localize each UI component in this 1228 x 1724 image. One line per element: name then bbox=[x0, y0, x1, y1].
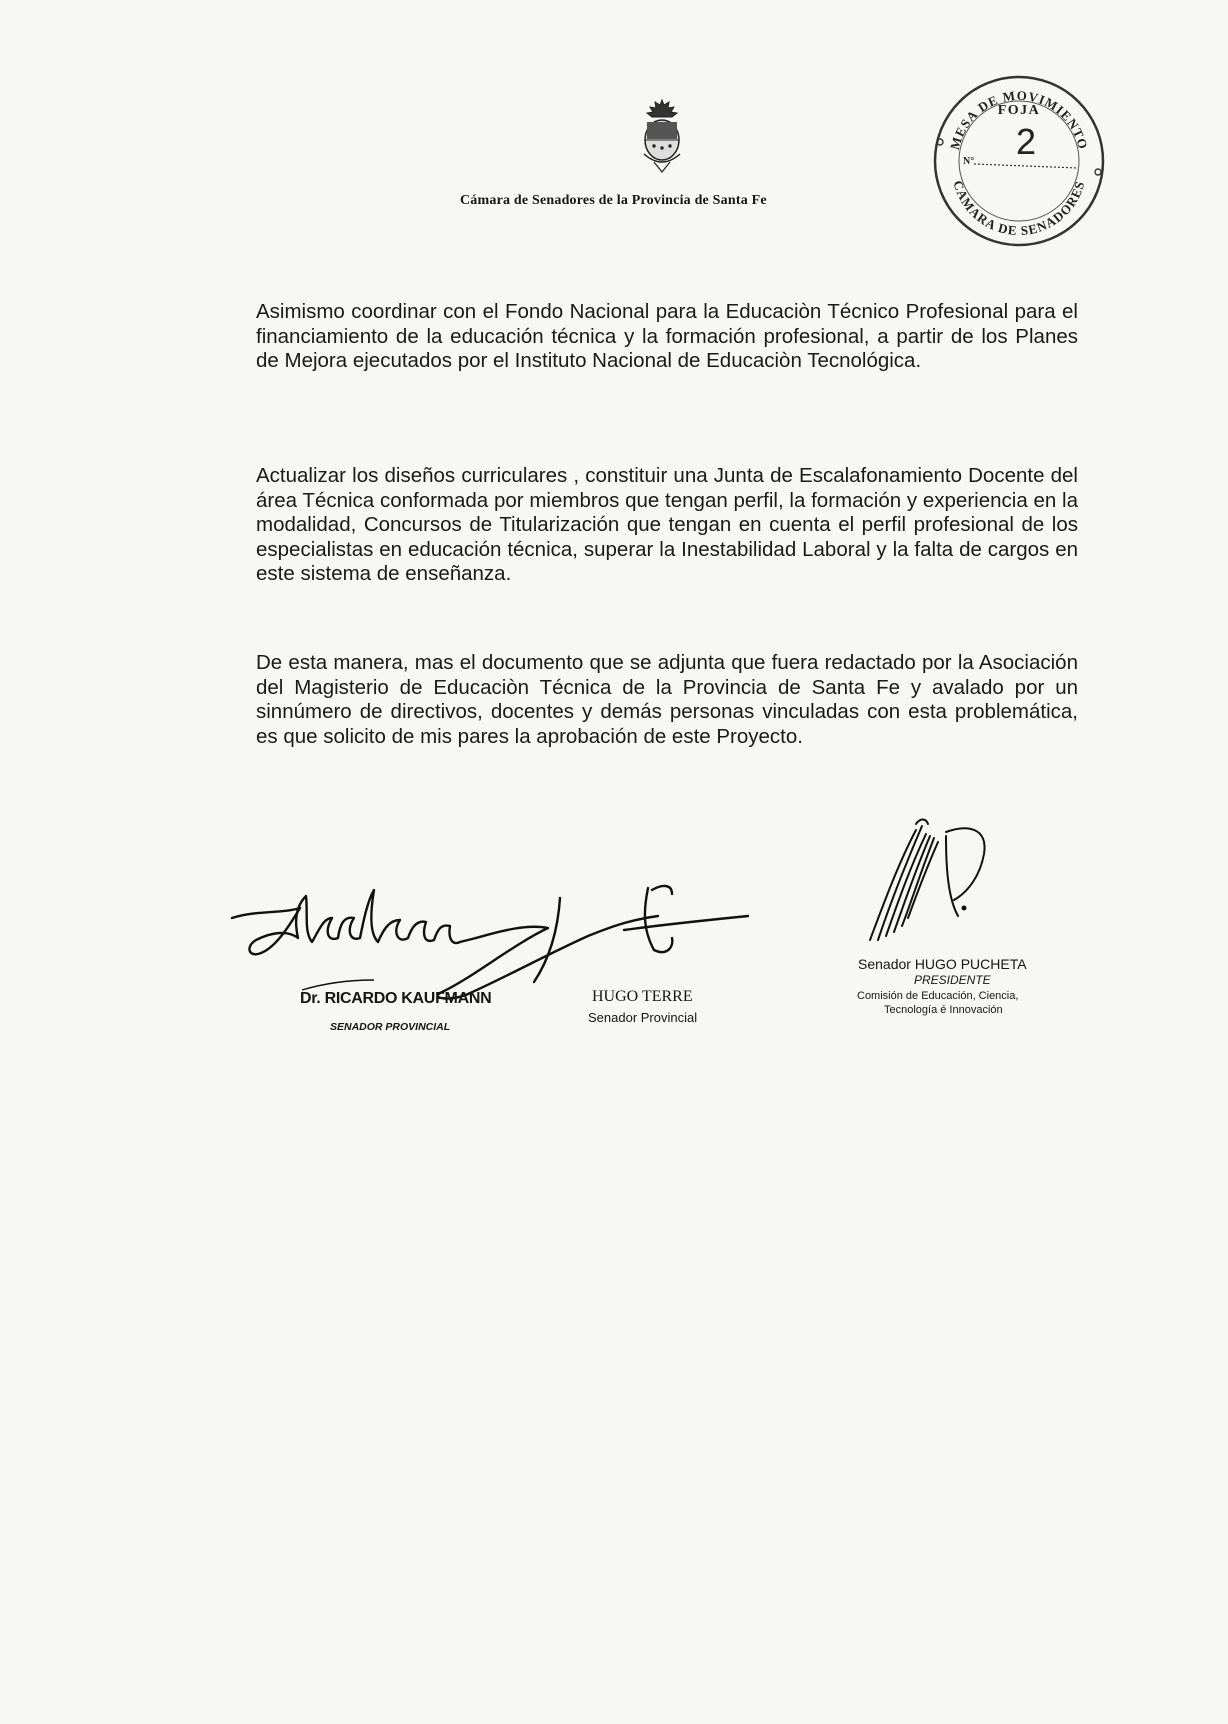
stamp-page-number: 2 bbox=[1015, 121, 1037, 162]
chamber-name: Cámara de Senadores de la Provincia de Santa Fe bbox=[460, 193, 767, 208]
signature-pucheta bbox=[858, 808, 1028, 948]
coat-of-arms-emblem bbox=[636, 96, 688, 176]
signature-kaufmann-terre bbox=[228, 858, 768, 1008]
stamp bbox=[930, 72, 1108, 250]
signer-pucheta-commission-line2: Tecnología é Innovación bbox=[884, 1004, 1003, 1016]
signer-pucheta-title: PRESIDENTE bbox=[914, 973, 991, 987]
paragraph-approval-request: De esta manera, mas el documento que se adjunta que fuera redactado por la Asociación del Magisterio de Educaciòn Técnica de la Provincia de Santa Fe y avalado por un sinnúmero de directivos, docentes y demás personas vinculadas con esta problemática, es que solicito de mis pares la aprobación de este Proyecto. bbox=[256, 651, 1078, 748]
stamp-number-label: N° bbox=[963, 156, 975, 167]
stamp-ring-top: MESA DE MOVIMIENTO bbox=[947, 87, 1091, 152]
paragraph-coordination: Asimismo coordinar con el Fondo Nacional para la Educaciòn Técnico Profesional para el financiamiento de la educación técnica y la formación profesional, a partir de los Planes de Mejora ejecutados por el Instituto Nacional de Educaciòn Tecnológica. bbox=[256, 300, 1078, 372]
signer-kaufmann-title: SENADOR PROVINCIAL bbox=[330, 1021, 451, 1033]
paragraph-curricula: Actualizar los diseños curriculares , constituir una Junta de Escalafonamiento Docente del área Técnica conformada por miembros que tengan perfil, la formación y experiencia en la modalidad, Concursos de Titularización que tengan en cuenta el perfil profesional de los especialistas en educación técnica, superar la Inestabilidad Laboral y la falta de cargos en este sistema de enseñanza. bbox=[256, 464, 1078, 585]
signer-terre-name: HUGO TERRE bbox=[592, 988, 693, 1005]
signer-pucheta-name: Senador HUGO PUCHETA bbox=[858, 956, 1027, 972]
signer-terre-title: Senador Provincial bbox=[588, 1010, 698, 1025]
stamp-foja-label: FOJA bbox=[997, 103, 1041, 118]
stamp-ring-bottom: CAMARA DE SENADORES bbox=[950, 178, 1088, 239]
signer-kaufmann-name: Dr. RICARDO KAUFMANN bbox=[300, 990, 492, 1007]
signer-pucheta-commission-line1: Comisión de Educación, Ciencia, bbox=[857, 990, 1019, 1002]
